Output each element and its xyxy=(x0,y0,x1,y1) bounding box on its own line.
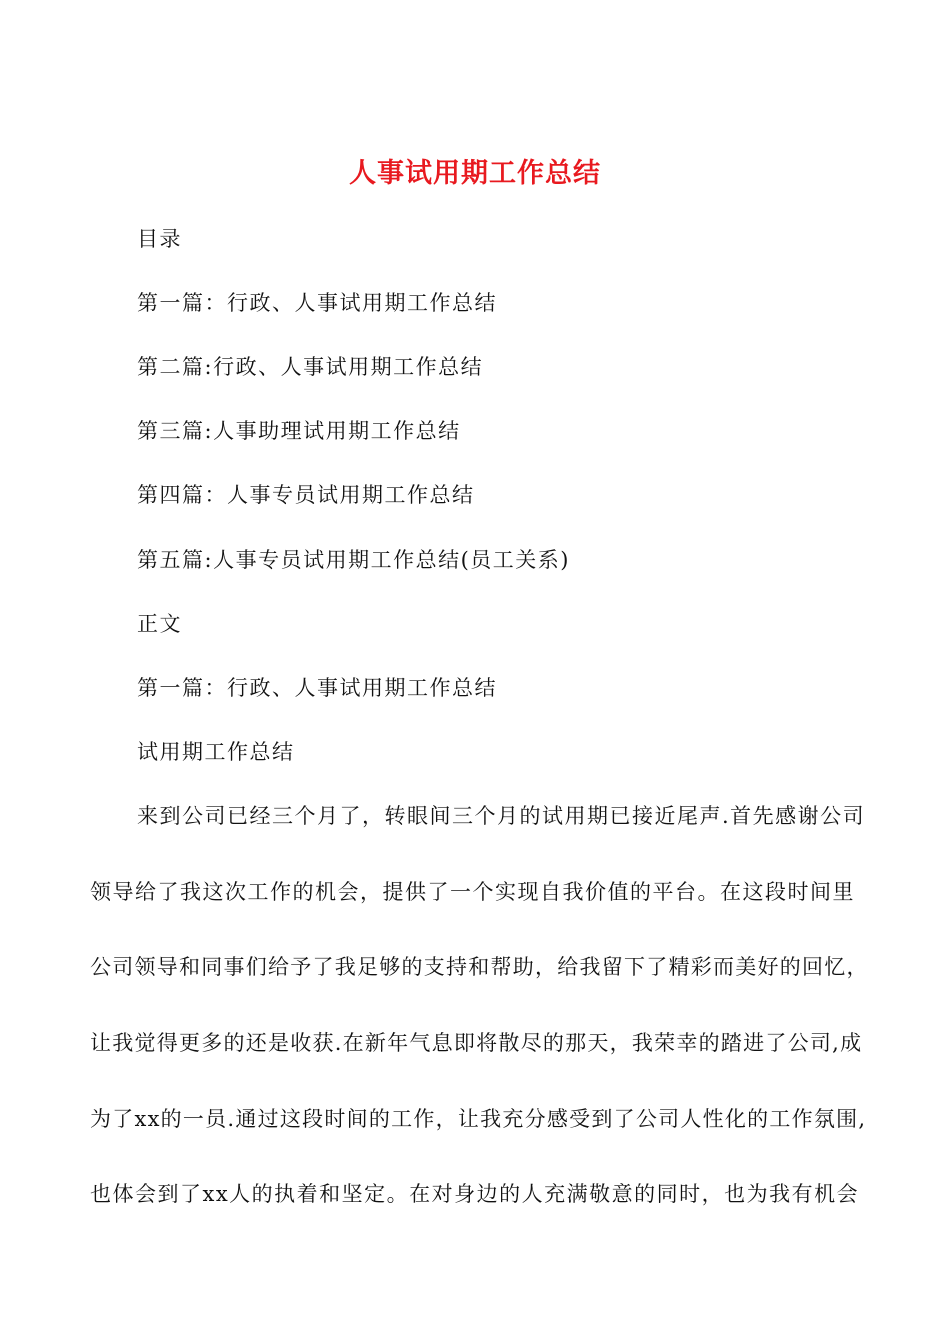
paragraph-line-1: 来到公司已经三个月了，转眼间三个月的试用期已接近尾声.首先感谢公司 xyxy=(137,804,866,828)
paragraph-line-6: 也体会到了xx人的执着和坚定。在对身边的人充满敬意的同时，也为我有机会 xyxy=(90,1182,860,1206)
sub-title: 试用期工作总结 xyxy=(137,740,295,764)
document-title: 人事试用期工作总结 xyxy=(349,158,601,189)
toc-item-4: 第四篇：人事专员试用期工作总结 xyxy=(137,483,475,507)
toc-item-5: 第五篇:人事专员试用期工作总结(员工关系) xyxy=(137,548,570,572)
body-heading: 正文 xyxy=(137,612,182,636)
toc-item-3: 第三篇:人事助理试用期工作总结 xyxy=(137,419,461,443)
toc-item-1: 第一篇：行政、人事试用期工作总结 xyxy=(137,291,497,315)
section-title: 第一篇：行政、人事试用期工作总结 xyxy=(137,676,497,700)
toc-item-2: 第二篇:行政、人事试用期工作总结 xyxy=(137,355,484,379)
paragraph-line-5: 为了xx的一员.通过这段时间的工作，让我充分感受到了公司人性化的工作氛围, xyxy=(90,1107,867,1131)
paragraph-line-3: 公司领导和同事们给予了我足够的支持和帮助，给我留下了精彩而美好的回忆， xyxy=(90,955,869,979)
toc-heading: 目录 xyxy=(137,227,182,251)
paragraph-line-2: 领导给了我这次工作的机会，提供了一个实现自我价值的平台。在这段时间里 xyxy=(90,880,855,904)
paragraph-line-4: 让我觉得更多的还是收获.在新年气息即将散尽的那天，我荣幸的踏进了公司,成 xyxy=(90,1031,863,1055)
